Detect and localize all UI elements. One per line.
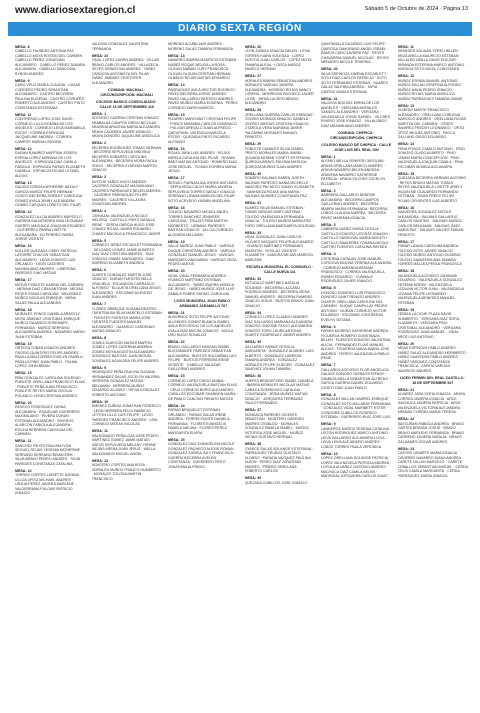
mesa-heading: MESA: 15 <box>397 171 415 176</box>
name-list: SEGUEL FUENZALIDA JORGE ANTUARO · SEPULVEDA CALVO MARIA JAVIERA · SEPULVEDA TORRES NATALY IGNACIA · SERRANO LIZAMA MARLEN DEL PILAR · SOTO ACEVEDO YASMIN ANGELINA <box>168 180 238 203</box>
mesa-heading: MESA: 41 <box>321 96 338 101</box>
name-list: FARIAS BRIQUELET ESTEBAN ORLANDO · FARIAS SALAS IRENE ANDREA · FERRECOUNTE DANIELA FERNANDA · FLORES EVANGELIS PAMELA MELINA · FLORES PEREZ MARGARITA ELVIRA <box>168 408 230 435</box>
mesa-heading: MESA: 33 <box>244 276 262 281</box>
mesa-heading: MESA: 7 <box>91 302 107 306</box>
section-heading: ESCUELA MUNICIPAL EL CONSUELO · CALLE NUEVA 111 <box>246 265 314 274</box>
name-list: NAVARRO IBARRA MAURICIO ESTEBAN · NUÑEZ ROQUE NELIDA LA ROSA · OLGUIN MAÑAN YURY FRANCISCA · OLGUIN OLGUIN CRISTIAN HERNAN · OLMEDO ROJAS MATIAS EDUARDO <box>168 58 239 80</box>
name-list: CABRERA NUÑEZ MARIA CECILIA · CASTILLO DONOSO VICENTE IGNACIO · CASTILLO SANDOVAL MARIA ADILETH · CASTILLO SAAVEDRA YOHANA NICOLE · CASTRO FUENTES CATALINA HAYDEE <box>321 227 391 249</box>
name-list: JIMENEZ ZUÑIGA JONATHAN FEDERICO · LEON HERRERA FELIX FABRICIO · LEYTON LILLO LUIS FELIPE · LEVIO PAREDES FRANCISCO ANDRES · LIRA CORNEJO MATIAS NICOLAS <box>91 404 161 426</box>
mesa-heading: MESA: 18 <box>168 205 185 210</box>
mesa-heading: MESA: 39 <box>244 476 262 480</box>
name-list: LANDEROS MUÑOZ YESENIA CATALINA · LEITON RODRIGUEZ MARCO ANTONIO · LEIVA GALLARDO ALEJANDRA LUCIA · LEIVA LEIVA ALEJANDRO ANDRES · LOBOS TORRES PAULA VERONICA <box>321 426 392 449</box>
mesa-heading: MESA: 16 <box>168 146 185 151</box>
columns-container <box>15 42 468 707</box>
name-list: MORALES BARRA SEBASTIAN ANDRES · MORALES VARGAS JAVIERA ALEJANDRA · MORENO ROJAS NANCY LORENA · MORRISON PACHECO JAVIER LIZZIE · MENA LUCERO BRUNO ALEJANDRO <box>244 78 315 105</box>
name-list: MORALES PONCE DANIELA ARACELY · MOYA JIMENEZ CRISTOBAL ENRIQUE · MUÑOZ GAJARDO ROSEMARY FERNANDA · MUÑOZ SERRANO ALEJANDRA ANDREA · NAVARRO MARIN JUAN ESTEBAN <box>15 312 85 339</box>
name-list: OYARCE SALAS SOLANGE ESTEFANIA · PARRAGUEZ TRUÑOZ GUSTAVO ALONSO · PARADA VAZQUEZ PAULINA JASON · PEREZ DIAZ JONATHAN ANDRES · PIÑERO ORELLANA ROBERTO CARLOS <box>244 446 314 473</box>
column-2 <box>92 42 163 707</box>
mesa-heading: MESA: 29 <box>244 142 262 146</box>
name-list: MATUS POBLETE KARINA DEL CARMEN · MEDINA DIAZ CIDIA ANTONIA · MEJIAS REYES SONIA CAROLINA · MELENDEZ MUÑOZ NICOLAS ENRIQUE · MENA SALAS PAULA ALEJANDRA <box>15 282 84 305</box>
mesa-heading: MESA: 3 <box>91 175 107 179</box>
name-list: CASTRO URIARTE MARIA IGNACIA · CAVIERES NAVARRO DIANA ANDREA · CARETE NILLAN MARCELO · CARETE CEBALLOS SEBASTIAN MIGUEL · CERDA CELIS CAMILA MARGARITA · CERDA PARRAGUEZ MARIA IGNACIA <box>397 451 468 478</box>
name-list: ZEÑIGA LUCICHE PLAZA DAVID HUMBERTO · VERGARA DIAZ SOFIA ELIZABETH · VERGARA PINO CRISTOBAL ALEJANDRO · VERGARA RODRIGUEZ JUAN MANUEL · VIDAL ARCE LUIS ANTONIO <box>397 312 461 339</box>
name-list: ACEVEDO GUERRA CRISTIAN IGNACIO · ARABALDA CAMPOS DIEGO NICOLAS · ARAVENA ARAVENA MARIA ALEJANDRA · ARAYA CACERES JAVIER IGNACIO · ARAYA DONOSO JAQUELINE ANGELICA <box>91 116 162 138</box>
name-list: VIDAL LOPEZ KAREN ANDREA · VILLAR BRAVO CARLOS ANDRES · VILLASECA REYES SEBASTIAN ANDRES · YAÑEZ CARDOSA ANTONIETA DEL PILAR · YAÑEZ JIMENEZ CRISTOFER ALEJANDRO <box>91 58 160 85</box>
column-3 <box>168 42 239 707</box>
mesa-heading: MESA: 12 <box>397 74 415 78</box>
name-list: PIÑA GONZALEZ CAROLINA SOLEDAD · POBLETE ORELLANA FRANCISCO ELIAS · POBLETE PEÑA JUAN FRANCISCO · POBLETE REYES MARIA CECILIA · POLANCO LEIVA CRISTIAN ANDRES <box>15 375 85 398</box>
name-list: CABELLO FAUNDES ANTONIA PAZ · CABELLO MOYA ROSSIO DEL CARMEN · CABELLO PEREZ JONATHAN ALEJANDRO · CABELLO PEREZ TAMARA ALEJANDRA · CABELLO SANDOVAL BYRON ANDRES <box>15 49 85 76</box>
name-list: GONZALEZ DIAZ EVANGELINA NICOLE · GONZALEZ PACHECO ALEXIS ROMAN · GONZALEZ ZUÑIGA JULY FRANCISCA · GUERRA BECERRA AYELEN CONSTANZA · GUERRERO PINTO JONATHAN ALFREDO <box>168 442 237 469</box>
mesa-heading: MESA: 27 <box>244 74 262 78</box>
name-list: ORTEGA TOBAR IGNACIO ANDRES · OSORIO QUINTERO FELIPE ANDRES · PADILLA MALTORRES EVELYN PAMELA · PADILLA PINO JUAN PABLO · PALMA LOPEZ JOHN BRIAN <box>15 346 85 368</box>
name-list: GALLARDO ACEVEDO FLOR ANGELICA · GALVEZ DONOSO YASNA ESTEFANY · GAMBOA MELLA SEBASTIAN ALFREDO · GATICA GUERRA DANIEL EDUARDO · GODOY DIAZ JUAN PABLO <box>321 367 391 390</box>
page-header <box>0 0 480 22</box>
mesa-heading: MESA: 26 <box>244 44 262 49</box>
mesa-heading: MESA: 8 <box>321 392 336 397</box>
name-list: OLMEDO MARTE FRANCISCO ALEJANDRO · ORELLANA CORDOVA MARCELO ANDRES · ORELLANA ROJAS MARITZA DEL CARMEN · OSSES RAMIREZ FREDDY LEONARDO · ORTIZ ORTIZ MIGUEL ANTONIO · PACCA GALLANO DIEGO EDUARDO <box>397 108 467 139</box>
name-list: GOMEZ ALARCON MATIAS MARTIN · GOMEZ LOPEZ CATERINA ANDREA · GOMEZ MOYA AGUSTIN ALEJANDRO · GONZALEZ BASTIAS JUAN MIGUEL · GONZALEZ AGUILERA FELIPE ANDRES <box>91 340 159 363</box>
mesa-heading: MESA: 17 <box>397 239 415 244</box>
mesa-heading: MESA: 23 <box>91 53 109 58</box>
mesa-heading: MESA: 19 <box>397 307 415 312</box>
name-list: MENESES SALINAS YERELI BELEN · MEZA ARELLA MAURICIO ESTEBAN · MILLALEN UBILLA DAVID ELIEZAR · MIRANDA ESTERINA MARCO ANTONIO · MORAGA SOTO NICOL CONSTANZA <box>397 49 467 71</box>
name-list: CORNEJO LOPEZ CLAUDIO ANDRES · DIAZ GALLARDO MARIANA ALEJANDRA · DONOSO ONDONE ROCIO ALEJANDRA · DONOSO TORO LAURA ANTONIA · DUARTE RODRIGUEZ JAVIER ANDRES <box>244 315 315 337</box>
mesa-heading: MESA: 22 <box>397 417 415 421</box>
mesa-heading: MESA: 11 <box>15 112 32 117</box>
name-list: ORELLANA GUERRA CARLOS ENRIQUE · OSORIO MORAGA IGNACIO DANIELA · OSORIO VARGAS CRISTIAN IGNACIO · OTAROLA VERA MARIANA JAVIER · PALOMINO MORALES MANUEL ERNESTO <box>244 112 315 139</box>
mesa-heading: MESA: 13 <box>397 103 415 108</box>
name-list: CONTRERAS LOPEZ JOSE DAVID · CORNEJO LILLO ROMINA DE LOS ANGELES · CORNEJO LEIVA MARIABELA ROCIO · CORREA ESPINOZA JACQUELINE ANDREA · CORREA CAMPOS MARIAN ISIDORA <box>15 117 85 144</box>
name-list: SANCHEZ REYES PAULINA IVON · SEGUEL ROJAS YESENIA KATHERINE · SERRANO SERRANO BRIAN ERIK · SILVA BRAVO PEDRO ANDRES · SILVA PAREDES CONSTANZA CATALINA <box>15 443 83 466</box>
mesa-heading: MESA: 32 <box>244 230 262 235</box>
name-list: CORNEJO LOPEZ DIEGO ANIBAL · CORNEJO VALENZUELA BASTIAN ELIAS · CRUZ CORNEJO BORIS ALEJANDRO · CUBILLOS ESCOBAR SHANNON MARIA · DE PABLO CANCINO RENATO MATIAS <box>168 378 238 401</box>
column-6 <box>398 42 469 707</box>
name-list: DUARTE GONZALEZ MARTIN JOSE IGNACIO · DURAN FUENTES MILLA GRACIELA · ESCANDON CARRASCO ALFONSO · ELGUETA ORELLANA JESUS ALEJANDRO · ESCOBAR ACEVEDO JUAN ANDRES <box>91 272 161 299</box>
mesa-heading: MESA: 4 <box>91 209 107 213</box>
name-list: PENA PONCE CAMILO ANTONIO · PINO DONOSO GUIDO ALBERTO · PINO LEMAN MARÍA CONCEPCIÓN · PINO VALENZUELA JOAQUIN CAMILA · PINA ESCOBAR MONICA ALEJANDRA <box>397 146 465 169</box>
name-list: ALFARO MELLA YENIFER CAROLINA · ARAYA ORELLANA MARCO ANDRES · ARAYA NAVARRO BELEN ANDREA · ARAVENA NAVARRO KATHERINE PATRICIA · ARAYA VILCHES JOCELYN ELIZABETH <box>321 159 386 186</box>
mesa-heading: MESA: 8 <box>15 44 30 49</box>
name-list: ALVAREZ JARA SOFIA IGNACIA · ARAYA CORREA JAVIERA IGNACIA · ARCE MACHUCA JAVIERA PATRICIA · ARCE VALENZUELA VICTORIA ALEJANDRA · ARENAS CORREA MARIA TERESA <box>397 392 465 414</box>
mesa-heading: MESA: 13 <box>15 180 32 185</box>
mesa-heading: MESA: 37 <box>244 408 262 412</box>
name-list: GALLARDO FARIAS YESSICA MARGARITA · GONZALEZ ALVAREZ LUIS ALBERTO · GONZALEZ LAREKAS TAMARA ANDREA · GONZALEZ MORALES FELIPE ELIECER · GONZALEZ SANCHEZ JOHAN TAMARA <box>244 344 315 371</box>
mesa-heading: MESA: 38 <box>244 442 262 446</box>
name-list: SILVA ESPINOZA XIMENA ESCARLETT · SOTO DIAZ CARLOS PATRICIO · SOTO SOTO FERNANDO ESTEBAN · SUAREZ GALAZ VALERIA ANDREA · TAPIA QUIROZ VANIA ESTEFANIA <box>321 71 389 94</box>
name-list: HUERTA BRIDGEFORD ISABEL DANIELA · IBARRA MORALES NICOLAS MATIAS · ILABACA RODRIGUEZ CATALINA CONSTANZA · JERIA MUÑOZ MATIAS IGNACIO · JORQUERA TERRAZAS PAULO FERNANDO <box>244 378 314 405</box>
mesa-heading: MESA: 7 <box>321 363 336 367</box>
name-list: PIZARRO MARCHANT CRISTIAN FELIPE · PONCE MIRANDA CARLOS DOMENICO · PULGAR AREVALO JUAN ALFREDO · QUEUPUMIL VALENCIA MARCELA ESTER · QUEZADA PINTO RICARDO ALFONSO <box>168 117 237 144</box>
mesa-heading: MESA: 35 <box>244 340 262 344</box>
mesa-heading: MESA: 17 <box>168 176 185 180</box>
mesa-heading: MESA: 10 <box>91 399 109 404</box>
section-heading: COLEGIO BASICO CONSOLIDADO · CALLE 15 DE SEPTIEMBRE 415 <box>95 100 158 109</box>
mesa-heading: MESA: 17 <box>15 278 32 282</box>
mesa-heading: MESA: 12 <box>91 458 109 463</box>
mesa-heading: MESA: 2 <box>91 141 107 145</box>
name-list: VALDIVIA GONZALEZ VALENTINA FERNANDA <box>91 42 149 51</box>
name-list: QUEZADA CUBILLOS JOSE IGNACIO <box>244 480 308 485</box>
name-list: CARVAJAL VALENZUELA NICOLE MELISSA · CASTILLO PINTO NATALIA IRENE · CERDA GARCIA HUGO JOSE · CHAVEZ ROJAS JAVIER EDUARDO · CHAVEZ MACHUCA FRANCISCO JAVIER <box>91 213 161 236</box>
name-list: MONDACA PAREDES VICENTE SEBASTIAN · MONTERO GARRIDO ANDRES OSVALDO · MORALES GONZALEZ PAMELA ISABEL · MUÑOZ ASTORGA JOSE MIGUEL · MUÑOZ MEJIAS GUSTAVO HERNAN <box>244 412 309 439</box>
mesa-heading: MESA: 21 <box>168 310 185 315</box>
name-list: TOLEDO NAVARRO MIGUEL ANGEL · TORRES SANCHEZ JENNIFER CAROLINA · TRUJOS PIÑA MARTIN NORBERTO · URBANO PAREDES BASTIAN IGNACIO · ULLOA CORNEJO ALONDRA MILLARAY <box>168 210 233 237</box>
name-list: LEON ZUÑIGA IGNACIA BELEN · LEIVA TORRES KIARA SOLEDAD · LOPEZ BUSTOS JUAN CARLOS · LOPEZ MOYA TAMARA ALEXA · LORCA MUÑOZ ANGELO HERNAN <box>244 49 312 71</box>
mesa-heading: MESA: 20 <box>15 400 32 405</box>
mesa-heading: MESA: 36 <box>244 374 262 378</box>
mesa-heading: MESA: 6 <box>91 268 107 272</box>
banner-title: DIARIO SEXTA REGIÓN <box>178 23 302 34</box>
mesa-heading: MESA: 19 <box>15 371 32 375</box>
name-list: BARRERA GALLARDO DENISSE ALEJANDRA · BECERRA CAMPOS GUILLERMO ANDRES · BECERRA IBARRA MARIA FERNANDA · BECERRA LOBOS CLAUDIA ANDREA · BECERRA PAVEZ MARIANA IGNACIA <box>321 193 388 220</box>
mesa-heading: MESA: 8 <box>91 336 107 340</box>
mesa-heading: MESA: 11 <box>397 44 414 49</box>
mesa-heading: MESA: 11 <box>91 429 108 433</box>
name-list: DONOSO ROMERO LUIS FRANCISCO · DONOSO SAINT RENATO ANDRES · DUARTE ORELLANA CAROLINA DEL CARMEN · DUQUE CAMPILLAY PEDRO ANTONIO · DURAN CORNEJO VICTOR EDUARDO · ESCOBAR CONTRERAS EVELYN TATIANA <box>321 290 388 322</box>
mesa-heading: MESA: 24 <box>168 403 185 408</box>
mesa-heading: MESA: 16 <box>397 205 415 210</box>
mesa-heading: MESA: 10 <box>321 451 338 456</box>
mesa-heading: MESA: 21 <box>15 439 32 443</box>
name-list: VIDAL VIDAL FERNANDA ANDREA · VIVANCO MARTINEZ ESTEBAN ALEJANDRO · YAÑEZ IBARRA MONICA DE JESUS · YAÑEZ MUÑOZ JOSE LUIS · ZABALA POBRE RAFAEL CAROLINA <box>168 273 237 296</box>
name-list: QUEZADA BECERRA HERNAN ANTONIO · REYES BRAVO MATIAS TOMAS · REYES VALENZUELA LISETTE ARIELY · RIQUELME GUAJARDO FERNANDO ESTEBAN · RIVAS FREDY FELIPE · ROJAS CIFUENTES LUIS ALBERTO <box>397 176 467 203</box>
name-list: BUSTOS YAÑEZ HUGO ANDRES · CACERES GONZALEZ MAXIMILIANO · CACERES PARRAGUEZ BELEN ANDREA · CACERES PARRAGUEZ FELIPE ANDRES · CACERES VILLAGRA JONATHAN ANDRES <box>91 179 161 206</box>
mesa-heading: MESA: 6 <box>321 324 336 329</box>
section-heading: LICEO FERMIN DEL REAL CASTILLO · 18 DE SEPTIEMBRE 527 <box>399 376 466 385</box>
name-list: KOLLER QUEZADA CINDY PATRICIA · LATORRE CHACON SEBASTIAN ALEJANDRO · LEIVA DONOSO LUIS ORLANDO · LEON CACERES MAXIMILIANO ANDRES · LIBERONA PAREDES GINO MATIAS <box>15 248 79 275</box>
name-list: ROMERO SALINAS KAREN JUDITH · SALINAS PAREDES DANIA MICHELLE · SANCHEZ PACHECO SANDY ELISABETH · SANHUEZA ROJAS ANA MARIA · SALINAS ÁLVAREZ CONSTANZA PAZ <box>244 176 315 198</box>
mesa-heading: MESA: 40 <box>321 67 338 71</box>
mesa-heading: MESA: 5 <box>91 238 107 243</box>
mesa-heading: MESA: 1 <box>321 154 336 159</box>
section-heading: COMUNA: CHEPICA · CIRCUNSCRIPCIÓN: CHEPICA <box>330 131 383 140</box>
mesa-heading: MESA: 34 <box>244 310 262 315</box>
mesa-heading: MESA: 13 <box>168 53 185 58</box>
mesa-heading: MESA: 16 <box>15 244 32 248</box>
mesa-heading: MESA: 5 <box>321 286 336 290</box>
mesa-heading: MESA: 1 <box>91 111 107 116</box>
name-list: VALDIVIA BOGGEL MIRNA DE LOS ANGELES · VERGARA MORALES SAMUEL ALEJANDRO · VERGARA VALENZUELA JOSUE RAFAEL · VILCHES RIVERO JOSE IGNACIO · VILLALOBOS DIAZ MAXIMILIANO ANDRES <box>321 101 391 128</box>
name-list: CORNEJO JEREZ ESCARLET FERNANDA · DELGADO GOMEZ JAIME ALBERTO · DIAZ DIAZ CRISTIAN ANDRES · DIAZ DONOSO ISABEL MARGARITA · DIAZ MORENO ELIZABETH ANDREA <box>91 243 162 265</box>
section-banner <box>8 22 472 36</box>
mesa-heading: MESA: 23 <box>168 374 185 378</box>
name-list: MALDONADO PEÑALOZA JOSE PEDRO · MARTINEZ GOMEZ JAIME MATIAS · MATUS SEPULVEDA MELANY YERINE · MEJIAS ARENA JUAN JESUS · MELLA MALDONADO MIGUEL ANGEL <box>91 433 161 456</box>
section-heading: LICEO MUNICIPAL JUAN PABLO · ARMANDO JARAMILLO 707 <box>174 299 233 308</box>
name-list: TOBAR LIZANA CAROLINA ANDREA · TOLEDO SOTO JAVIER IGNACIO · TOLEDO MUÑOZ ANTONIO EUSEBIO · TOLEDO SAAVEDRA ANA TAMARA · TORRES MALLEA PERLA FRANCISCA <box>397 244 463 266</box>
name-list: LOPEZ ORELLANA SOLANGE PATRICIA · LOPEZ VALENZUELA PATRICIA ANDREA · LOYOLA ALVAREZ GUSTAVO ANDRES · MACHUCA DIAZ CAMILA BELEN · MADRIGAL JORQUERA CARLOS ISAAC <box>321 456 392 478</box>
name-list: GALVEZ CERDA KATHERINE NAYALY · GARCIA MUÑOZ FELIPE HERNAN · GODOY BECERRA SHIRLEY CAROLINA · GOMEZ AYALA JENNY ALEJANDRA · GOMEZ CARQUIN LORETO DEL PILAR <box>15 185 85 207</box>
name-list: POBLETE CANALES SILDA ISABEL · PRIETO MORALES MARIA ISABEL · QUIJADA MORAN YOSETT ESTEFANIA · QUIROGA BRAVO PALOMA MATILDA · QUIROGA MUÑOZ JUAN ANDRES <box>244 146 313 169</box>
mesa-heading: MESA: 22 <box>15 468 32 473</box>
name-list: BECERRA RODRIGUEZ TOMAS HERNAN · BECERRA SEPULVEDA NINOSKA · BECERRA SOBARZO CAROLINA ALEJANDRA · BECERRA MORA PAOLA ROCIO · BECERRA OYARZUN MARTIN IGNACIO <box>91 145 162 172</box>
mesa-heading: MESA: 18 <box>15 307 32 312</box>
name-list: GONZALEZ MILLAN GABRIEL ENRIQUE · GONZALEZ SOTO MILLARAY FERNANDA · GONZALEZ VIDAL MARIBETT ESTER · GONGORA CUBILLOS RODRIGO ESTEBAN · GUERRERO RUIZ JOSE LUIS <box>321 397 391 419</box>
section-heading: COMUNA: MACHALI · CIRCUNSCRIPCIÓN: MACHALI <box>100 88 154 97</box>
section-heading: COLEGIO BASICO DE CHEPICA · CALLE JOSE LUIS DEL REAL S/N <box>321 143 392 152</box>
name-list: MORENO ACUÑA JAIR ANDRES · MORENO SALAS TAMARA FERNANDA <box>168 42 233 51</box>
mesa-heading: MESA: 14 <box>168 83 185 87</box>
mesa-heading: MESA: 2 <box>321 188 336 193</box>
name-list: BASCUÑAN FABIOLA ANDREA · BRAVO CARTES BRAYAN JOSUE · BRAVO BRAVO MARLENY FERNANDA · BRAVO CARRENO JAVIERA NATALIA · BRAVO GALDAMES OSCAR ANDRES <box>397 421 465 444</box>
name-list: MUÑOZ ESPINA SAMUEL ANTONIO · MUÑOZ MILLAN JOSEFINA ALFONSO · MUÑOZ NAVIA PEDRO IGNACIO · MUÑOZ ROJAS MARIA ANGELICA · MUÑOZ PARRAGUEZ TAMARA GIANIE <box>397 78 464 101</box>
mesa-heading: MESA: 14 <box>397 142 415 146</box>
name-list: VALENZUELA ACEVEDO JOHANNA EDUARDO · VALENZUELA GONZALEZ YESENIA NOEMI · VALENZUELA LEDUINA VICTOR JUAN · VALENZUELA LEZAMA FELIPE LEONARDO · VALENZUELA MENESES MANUEL ESTEBAN <box>397 273 464 305</box>
mesa-heading: MESA: 9 <box>15 78 30 83</box>
name-list: ASTUDILLO MARTINEZ NATALIA SOLANGE · BECERRA LAZCANO RODRIGO ANDRES · BECERRA VIERA SAMUEL ANDRES · BECERRA RAMIREZ IGNACIO JESUS · BUSTOS BRAVO JUAN IGNACIO <box>244 281 314 308</box>
mesa-heading: MESA: 18 <box>397 269 415 273</box>
name-list: REVECO RODRIGUEZ YASNA ALEJANDRA · RIQUELME GUERRERO MAXIMILIANO · RIVERA DURAN ESTEBAN ALEJANDRO · RIVEROS ALARCON FABIOLA ALEJANDRA · ROCHA HERRERA CAROLINA DEL CARMEN <box>15 405 80 436</box>
mesa-heading: MESA: 19 <box>15 341 32 346</box>
name-list: FLORES OBREQUE SUSANA BEATRIZ · FUENTEALBA SILVA MARCELO ESTEBAN · FUENTES FUENTES MARIA JOSE · FUENTES FUENTES MANUEL ALEJANDRO · GAJARDO CARDENAS MATIAS IGNACIO <box>91 306 162 333</box>
column-1 <box>15 42 86 707</box>
name-list: SUAREZ SILVA MANUEL ESTEBAN · TOBAR VARGAS MARY ANTONIA · TOLEDO VALENZUELA FERNANDA IGNACIA · TOLEDO MUÑOZ MARIA PAZ · TORO ORELLANA MARGARITA SOLEDAD <box>244 205 315 228</box>
column-5 <box>321 42 392 707</box>
mesa-heading: MESA: 25 <box>168 437 185 442</box>
mesa-heading: MESA: 28 <box>244 108 262 112</box>
name-list: MONTERO CORTES ANA ROSA · MORALES MUÑOZ FRANCO HUMBERTO · MORALES TOLOSA MARTIN FRANCISCO <box>91 463 161 481</box>
name-list: GONZALEZ ULLOA ANDRES MARCELO · GUERRA SALVATIERRA IVAN LEONIDAS · GUERRY MACHUCA JOAQUIN EDUARDO · GUTIERREZ PARRA LISETTE ALEXANDRA · GUTIERREZ PARRA JORGE VICENTE <box>15 214 86 241</box>
mesa-heading: MESA: 3 <box>321 222 336 227</box>
name-list: ROJAS JARA LUIS ANDRES · ROJAS MIRELA CATALINA DEL PILAR · ROMAN BAEZ MATIAS ANTONIO · ROMERO DIAZ JOSE MIGUEL · ROSAS CORREA MARIA JESUS <box>168 151 238 173</box>
date-and-page: Sábado 5 de Octubre de 2024 · Página 13 <box>364 6 468 12</box>
name-list: PARRAGUEZ AVILA HECTOR RODRIGO · PAVEZ BECERRA JORGE ANDRES · PAVEZ GALLARDO PATRICIO ANDRES · PAVEZ MUÑOZ MARIA EUGENIA · PEREZ CORNEJO KARIN MARICEL <box>168 87 238 110</box>
mesa-heading: MESA: 21 <box>397 387 415 392</box>
name-list: ALBORNOZ SOTO FELIPE ANTONIO · ALLENDES GOMEZ BLANCA ISABEL · AVILA ROS ROCIO DE LOS ANGELES · AYALA DIAZ MACIEL IGNACIO · AZOLA UHU HUGO RONALDO <box>168 315 234 337</box>
name-list: FARIAS MORENO KATHERINE ANDREA · FIGUEROA ROMERO CONSTANZA BELEN · FUENTES DONOSO VALENTINA ALICIA · FERNANDEZ FLIAS MANUEL ALEXIS · FIGUEROA NAVIA MARIA JOSE ANDRES · FIERRO VALENZUELA PABLO RENE <box>321 329 391 360</box>
mesa-heading: MESA: 19 <box>168 239 185 244</box>
name-list: DURAN RAMIREZ MARTINA JOSEFA · ESPINA LOPEZ ADRIANA DE LOS ANGELES · ESPINOZA DIAZ CAMILA FABIOLA · ESPINOZA FARIAS ELIZABETH DANIELA · ESPINOZA ROJAS LEONEL ALEXIS <box>15 151 86 178</box>
mesa-heading: MESA: 22 <box>168 340 185 344</box>
mesa-heading: MESA: 9 <box>321 422 336 426</box>
name-list: CISTERNA CATALAN JOSE MANUEL · CORDOVA MOLINA YESENIA ALEJANDRA · CORNEJO MIRANDA BENIAM FRANCISCO · CORREA VALENZUELA RUBEN EDUARDO · CUNNALE RODRIGUEZ JAVIER IGNACIO <box>321 256 392 283</box>
name-list: HENRIQUEZ PEÑA PAULINA SUSANA · HERNANDEZ SALAS JOCELYN VALERIA · HERRERA GONZALEZ MATIAS BENJAMIN · HERRERA MUÑOZ EDUARDO ALONSO · HEVIA GONZALEZ ROBERTO ANTONIO <box>91 370 162 397</box>
column-4 <box>245 42 316 707</box>
mesa-heading: MESA: 20 <box>397 341 415 346</box>
name-list: QUINTANILLA GAJARDO LUIS FELIPE · QUIROGA ZAMORANO ANGEL ISRAEL · RAMOS CARO JAVIERA PAZ · REYES CHAVARRIA SAMUEL NICOLAS · REYES MENARES NICOLE TEHIENIA <box>321 42 390 64</box>
name-list: SAAVEDRA GONZALEZ NICOLE ALEJANDRA · SALINAS GALLARDO CARLOS SANTINO · SALINAS MUÑOZ CARLOS BENJAMIN · SALINAS SAEZ MARIA PAZ · SALINAS VALDES FABIAN ERNESTO <box>397 210 464 237</box>
name-list: ARIAS ESPINOZA PABLO ANDRES · YAÑEZ SALAZ ALEJANDRO HERIBERTO · YAÑEZ SAAVEDRA PABLO ANDRES · YAÑEZ VASQUEZ CONSTANZA FRANCISCA · ZAPATA VARGAS MAURICIO ANDRES <box>397 346 468 373</box>
mesa-heading: MESA: 4 <box>321 252 336 256</box>
name-list: VIDAL GONZALEZ JUAN CARLOS · VILCHES VASQUEZ FELIPE ALEJANDRO · VIVANCO MARTINEZ FERNANDO VALENTIN · YEVILAO VICENTE ELIZABETH · ZAMORA MEJIAS MARISOL MARLENE <box>244 235 314 262</box>
mesa-heading: MESA: 12 <box>15 146 32 151</box>
mesa-heading: MESA: 23 <box>397 446 415 451</box>
name-list: TORRES CORTES LISSETTE DAYANA · ULLOA ORTIZ MICHAEL ANDRES · URZUA PEREZ JAVIERA MARLENE · VALDERRAMA PULGAR PATRICIO IGNACIO <box>15 473 82 495</box>
mesa-heading: MESA: 20 <box>168 269 185 273</box>
name-list: BRAVO GALLARDO HASSAN ISABEL · BUSTAMANTE PAREDES SEBASTIAN ALEJANDRA · BUSTOS SOLDAÑAN LUIS FELIPE · BUSTOS FERREIRA IRENE VICENTE · CABELLO SALAZAR GUILLERMO ANDRES <box>168 344 237 371</box>
site-url[interactable]: www.diariosextaregion.cl <box>15 5 136 16</box>
mesa-heading: MESA: 31 <box>244 201 262 205</box>
name-list: CARO VELIZ MARIA CLAUDIA · CASAS CORDERO PEDRO SEBASTIAN ALEJANDRO · CASTRO BECERRA PAULINA EUGENIA · CASTRO CORDERO ROBERTO ALEJANDRO · CASTRO PINTO CONSTANZA ESTEFANIA <box>15 83 86 110</box>
name-list: VALLE MUÑOZ JUAN PABLO · VARGAS DUQUE CHRISTIAN ANDRES · VARGAS GONZALEZ MANUEL JESUS · VARGAS MARIQUEO ANA MARIA · VARGAS VEGA PEDRO ALEXIS <box>168 244 237 266</box>
mesa-heading: MESA: 30 <box>244 171 262 176</box>
mesa-heading: MESA: 14 <box>15 210 32 214</box>
mesa-heading: MESA: 9 <box>91 365 107 370</box>
mesa-heading: MESA: 15 <box>168 112 185 117</box>
